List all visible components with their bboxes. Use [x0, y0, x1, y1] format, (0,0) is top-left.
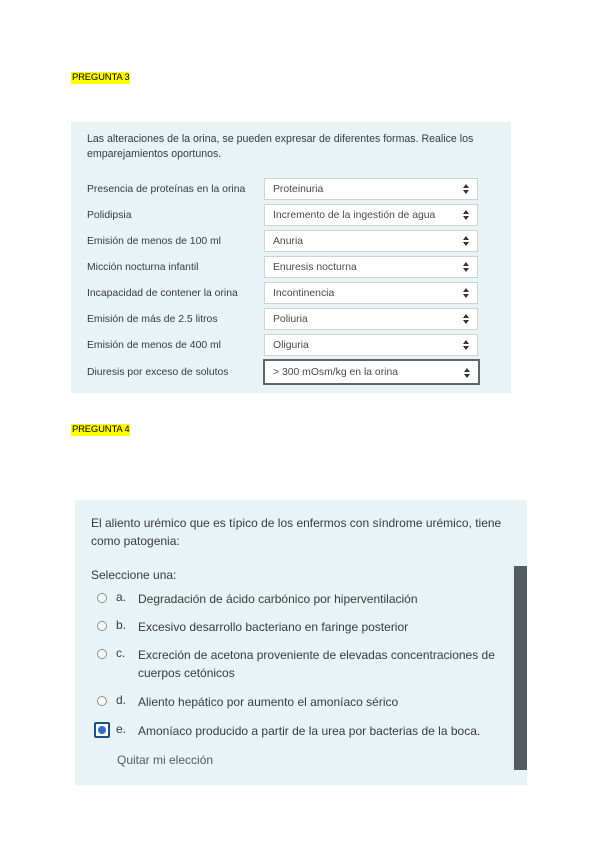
question-3-panel: [71, 122, 511, 393]
radio-button[interactable]: [97, 593, 107, 603]
option-letter: e.: [116, 722, 127, 736]
question-4-text: El aliento urémico que es típico de los enfermos con síndrome urémico, tiene como patogenia:: [91, 516, 502, 548]
match-select[interactable]: [263, 359, 480, 385]
match-row: [71, 281, 511, 307]
radio-button[interactable]: [97, 621, 107, 631]
sort-arrows-icon: [463, 183, 469, 195]
match-select[interactable]: [264, 230, 478, 252]
radio-button[interactable]: [97, 696, 107, 706]
match-select[interactable]: [264, 282, 478, 304]
match-label: Micción nocturna infantil: [87, 262, 199, 273]
option-letter: b.: [116, 618, 127, 632]
option-letter: a.: [116, 590, 127, 604]
match-select-value: Enuresis nocturna: [273, 262, 357, 273]
match-select[interactable]: [264, 204, 478, 226]
option-text: Excreción de acetona proveniente de elevadas concentraciones de cuerpos cetónicos: [138, 648, 495, 680]
match-select[interactable]: [264, 178, 478, 200]
question-3-heading: PREGUNTA 3: [72, 72, 130, 83]
match-label: Diuresis por exceso de solutos: [87, 367, 229, 378]
match-row: [71, 177, 511, 203]
sort-arrows-icon: [463, 339, 469, 351]
match-label: Polidipsia: [87, 210, 132, 221]
match-label: Presencia de proteínas en la orina: [87, 184, 246, 195]
match-select[interactable]: [264, 334, 478, 356]
match-label: Emisión de más de 2.5 litros: [87, 314, 218, 325]
sort-arrows-icon: [463, 261, 469, 273]
match-label: Emisión de menos de 100 ml: [87, 236, 221, 247]
sort-arrows-icon: [463, 287, 469, 299]
question-4-panel: [75, 500, 527, 785]
sort-arrows-icon: [464, 367, 470, 379]
match-row: [71, 203, 511, 229]
match-row: [71, 307, 511, 333]
question-3-text: Las alteraciones de la orina, se pueden expresar de diferentes formas. Realice los emparejamientos oportunos.: [87, 133, 474, 160]
question-4-heading: PREGUNTA 4: [72, 424, 130, 435]
match-select-value: > 300 mOsm/kg en la orina: [273, 367, 399, 378]
match-row: [71, 360, 511, 386]
sort-arrows-icon: [463, 235, 469, 247]
match-select-value: Proteinuria: [273, 184, 324, 195]
option-letter: c.: [116, 646, 126, 660]
sort-arrows-icon: [463, 313, 469, 325]
match-select[interactable]: [264, 256, 478, 278]
match-select[interactable]: [264, 308, 478, 330]
sort-arrows-icon: [463, 209, 469, 221]
match-select-value: Incremento de la ingestión de agua: [273, 210, 436, 221]
option-text: Amoníaco producido a partir de la urea por bacterias de la boca.: [138, 724, 481, 738]
match-select-value: Incontinencia: [273, 288, 335, 299]
match-row: [71, 255, 511, 281]
clear-choice-link[interactable]: Quitar mi elección: [117, 753, 214, 767]
match-row: [71, 229, 511, 255]
match-select-value: Poliuria: [273, 314, 308, 325]
select-one-prompt: Seleccione una:: [91, 568, 177, 582]
match-select-value: Anuria: [273, 236, 304, 247]
option-text: Aliento hepático por aumento el amoníaco sérico: [138, 695, 399, 709]
match-select-value: Oliguria: [273, 340, 309, 351]
radio-button-checked[interactable]: [94, 722, 110, 738]
scrollbar[interactable]: [514, 566, 527, 770]
radio-button[interactable]: [97, 649, 107, 659]
option-text: Degradación de ácido carbónico por hiperventilación: [138, 592, 418, 606]
option-letter: d.: [116, 693, 127, 707]
match-row: [71, 333, 511, 359]
option-text: Excesivo desarrollo bacteriano en faringe posterior: [138, 620, 409, 634]
match-label: Incapacidad de contener la orina: [87, 288, 238, 299]
match-label: Emisión de menos de 400 ml: [87, 340, 221, 351]
